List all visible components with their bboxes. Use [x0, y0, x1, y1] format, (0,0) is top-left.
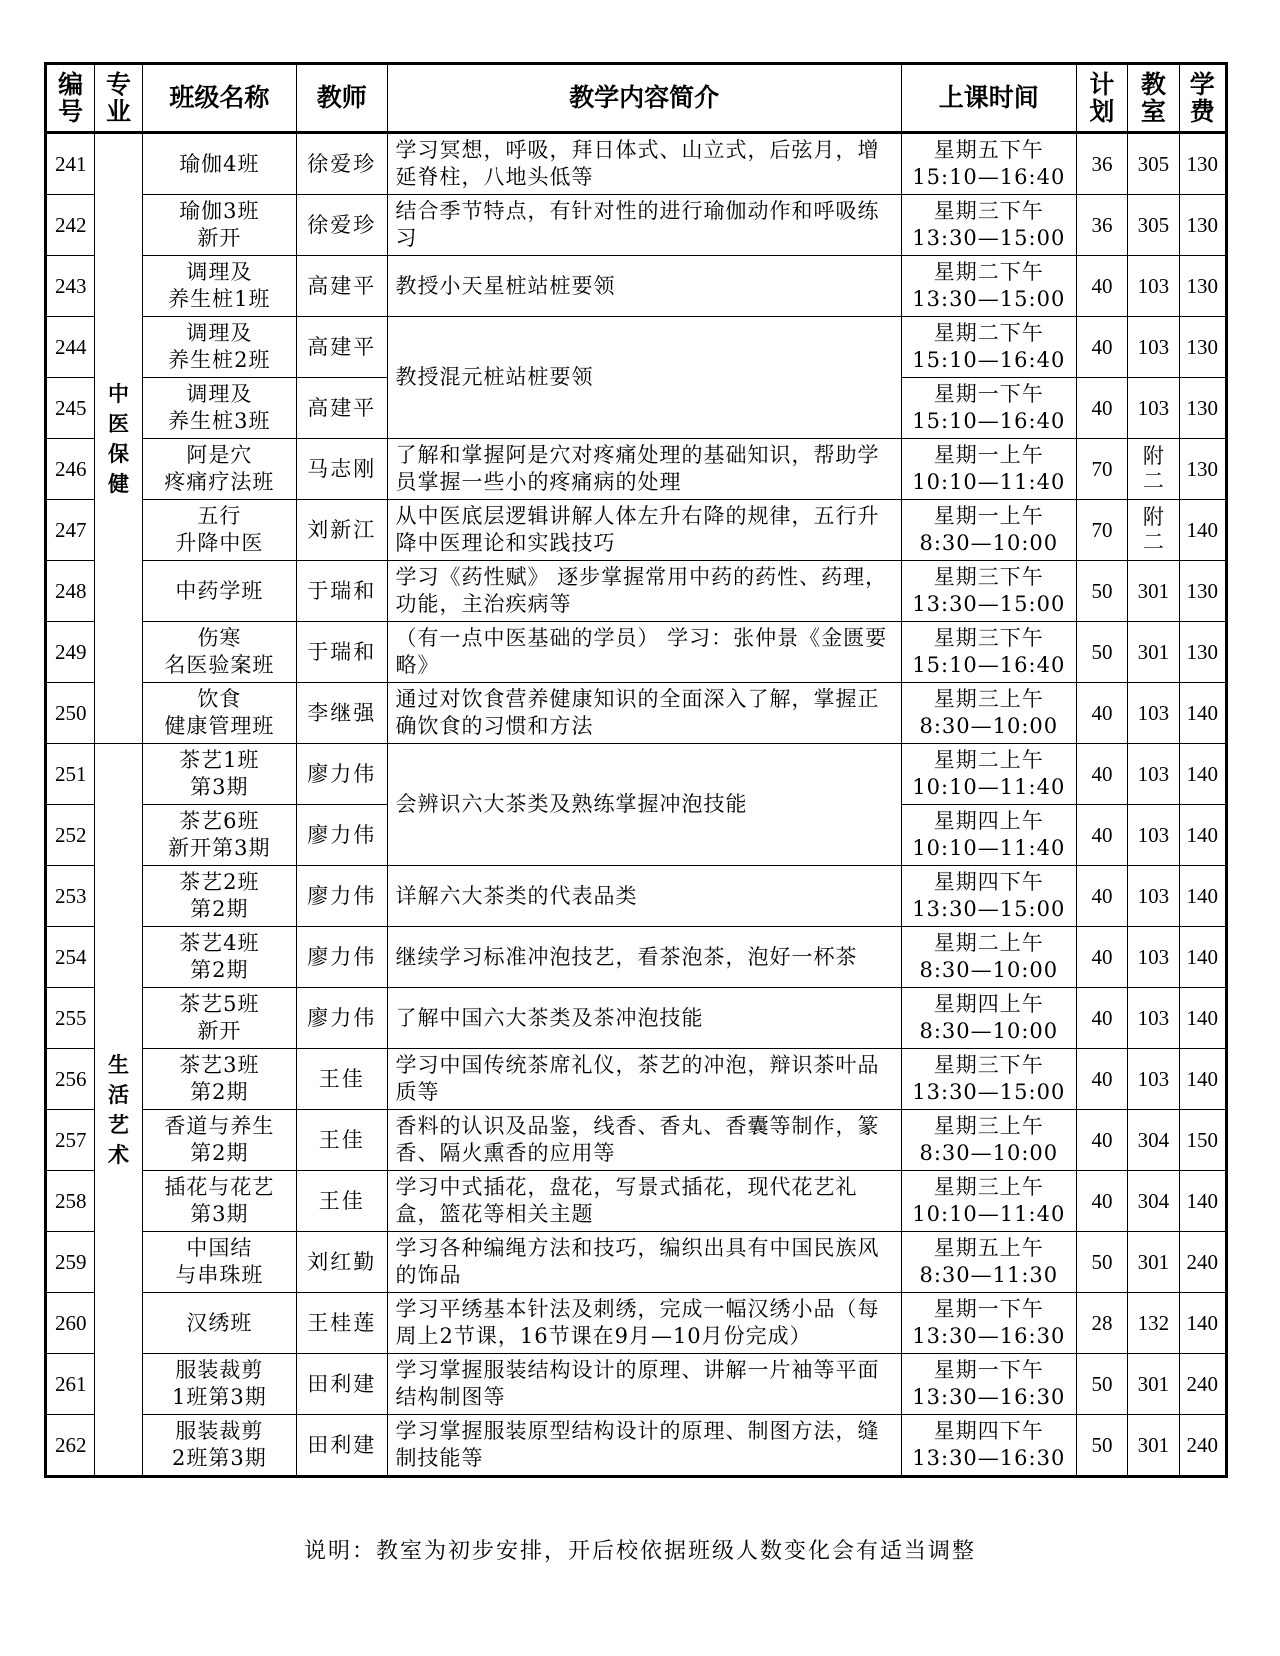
row-id: 255: [46, 988, 95, 1049]
class-name-line2: 养生桩3班: [168, 409, 271, 433]
time-cell: [901, 1232, 1076, 1293]
time-cell: [901, 133, 1076, 195]
table-row: [46, 1232, 1227, 1293]
plan-cell: 40: [1076, 256, 1127, 317]
row-id: 247: [46, 500, 95, 561]
time-day: 星期四上午: [933, 992, 1044, 1016]
teacher-cell: 徐爱珍: [296, 195, 387, 256]
major-cell-tcm: [95, 133, 142, 744]
time-day: 星期三上午: [933, 687, 1044, 711]
class-name-cell: [142, 500, 296, 561]
room-cell: 103: [1128, 1049, 1179, 1110]
teacher-cell: 马志刚: [296, 439, 387, 500]
content-cell: 学习掌握服装结构设计的原理、讲解一片袖等平面结构制图等: [387, 1354, 901, 1415]
row-id: 252: [46, 805, 95, 866]
time-hours: 13:30—15:00: [912, 287, 1066, 311]
content-cell: 学习平绣基本针法及刺绣，完成一幅汉绣小品（每周上2节课，16节课在9月—10月份完成）: [387, 1293, 901, 1354]
table-row: [46, 317, 1227, 378]
time-hours: 15:10—16:40: [912, 165, 1066, 189]
time-cell: [901, 561, 1076, 622]
table-row: [46, 561, 1227, 622]
class-name-cell: [142, 1232, 296, 1293]
room-cell: [1128, 439, 1179, 500]
class-name-line2: 新开: [197, 226, 242, 250]
class-name-cell: [142, 1293, 296, 1354]
table-row: [46, 1415, 1227, 1477]
time-cell: [901, 1049, 1076, 1110]
time-hours: 15:10—16:40: [912, 653, 1066, 677]
time-hours: 15:10—16:40: [912, 348, 1066, 372]
row-id: 249: [46, 622, 95, 683]
plan-cell: 50: [1076, 1415, 1127, 1477]
class-name-line1: 调理及: [186, 382, 253, 406]
class-name-cell: [142, 439, 296, 500]
teacher-cell: 廖力伟: [296, 927, 387, 988]
teacher-cell: 刘新江: [296, 500, 387, 561]
fee-cell: 130: [1179, 133, 1226, 195]
header-class-name: 班级名称: [142, 64, 296, 133]
content-cell: 详解六大茶类的代表品类: [387, 866, 901, 927]
room-cell: 103: [1128, 988, 1179, 1049]
time-hours: 13:30—15:00: [912, 226, 1066, 250]
class-name-cell: [142, 1415, 296, 1477]
major-cell-life: [95, 744, 142, 1477]
class-name-cell: [142, 683, 296, 744]
time-hours: 8:30—10:00: [919, 1019, 1059, 1043]
fee-cell: 140: [1179, 1049, 1226, 1110]
plan-cell: 40: [1076, 744, 1127, 805]
time-cell: [901, 500, 1076, 561]
room-cell: 103: [1128, 866, 1179, 927]
plan-cell: 50: [1076, 622, 1127, 683]
teacher-cell: 田利建: [296, 1415, 387, 1477]
row-id: 244: [46, 317, 95, 378]
time-cell: [901, 439, 1076, 500]
time-hours: 13:30—15:00: [912, 1080, 1066, 1104]
teacher-cell: 徐爱珍: [296, 133, 387, 195]
fee-cell: 140: [1179, 927, 1226, 988]
time-day: 星期一上午: [933, 504, 1044, 528]
time-cell: [901, 1171, 1076, 1232]
teacher-cell: 高建平: [296, 256, 387, 317]
plan-cell: 50: [1076, 561, 1127, 622]
time-day: 星期三上午: [933, 1175, 1044, 1199]
class-name-line2: 2班第3期: [171, 1446, 267, 1470]
table-row: [46, 744, 1227, 805]
time-hours: 13:30—15:00: [912, 897, 1066, 921]
time-day: 星期三下午: [933, 565, 1044, 589]
class-name-line1: 服装裁剪: [175, 1358, 264, 1382]
row-id: 261: [46, 1354, 95, 1415]
room-cell: 305: [1128, 195, 1179, 256]
table-row: [46, 927, 1227, 988]
time-cell: [901, 317, 1076, 378]
time-hours: 13:30—16:30: [912, 1324, 1066, 1348]
plan-cell: 40: [1076, 1049, 1127, 1110]
class-name-cell: [142, 866, 296, 927]
table-row: [46, 988, 1227, 1049]
teacher-cell: 王佳: [296, 1049, 387, 1110]
class-name-line1: 茶艺5班: [179, 992, 260, 1016]
room-cell: [1128, 500, 1179, 561]
class-name-line1: 中国结: [186, 1236, 253, 1260]
row-id: 242: [46, 195, 95, 256]
class-name-line2: 健康管理班: [164, 714, 275, 738]
table-row: [46, 1354, 1227, 1415]
time-hours: 10:10—11:40: [912, 836, 1066, 860]
table-row: [46, 195, 1227, 256]
header-content: 教学内容简介: [387, 64, 901, 133]
fee-cell: 130: [1179, 317, 1226, 378]
plan-cell: 50: [1076, 1232, 1127, 1293]
room-cell: 103: [1128, 256, 1179, 317]
row-id: 253: [46, 866, 95, 927]
content-cell: 教授小天星桩站桩要领: [387, 256, 901, 317]
teacher-cell: 高建平: [296, 378, 387, 439]
teacher-cell: 李继强: [296, 683, 387, 744]
class-name-cell: [142, 1049, 296, 1110]
fee-cell: 140: [1179, 1171, 1226, 1232]
class-name-line2: 名医验案班: [164, 653, 275, 677]
class-name-line2: 与串珠班: [175, 1263, 264, 1287]
class-name-line1: 茶艺6班: [179, 809, 260, 833]
plan-cell: 40: [1076, 805, 1127, 866]
class-name-cell: [142, 1171, 296, 1232]
room-cell: 103: [1128, 317, 1179, 378]
fee-cell: 140: [1179, 683, 1226, 744]
fee-cell: 130: [1179, 256, 1226, 317]
room-cell: 132: [1128, 1293, 1179, 1354]
row-id: 245: [46, 378, 95, 439]
class-name-line2: 第3期: [190, 775, 249, 799]
class-name-cell: [142, 133, 296, 195]
time-cell: [901, 927, 1076, 988]
class-name-cell: [142, 927, 296, 988]
class-name-line2: 升降中医: [175, 531, 264, 555]
time-day: 星期三下午: [933, 199, 1044, 223]
content-cell: 学习掌握服装原型结构设计的原理、制图方法，缝制技能等: [387, 1415, 901, 1477]
class-name-line1: 伤寒: [197, 626, 242, 650]
time-hours: 8:30—10:00: [919, 714, 1059, 738]
row-id: 254: [46, 927, 95, 988]
class-name-line2: 新开第3期: [168, 836, 271, 860]
teacher-cell: 廖力伟: [296, 988, 387, 1049]
plan-cell: 40: [1076, 866, 1127, 927]
content-cell: 教授混元桩站桩要领: [387, 317, 901, 439]
fee-cell: 240: [1179, 1354, 1226, 1415]
row-id: 246: [46, 439, 95, 500]
course-schedule-table: [44, 62, 1228, 1478]
class-name-line2: 第2期: [190, 1080, 249, 1104]
time-cell: [901, 1293, 1076, 1354]
teacher-cell: 王桂莲: [296, 1293, 387, 1354]
class-name-line2: 养生桩1班: [168, 287, 271, 311]
plan-cell: 28: [1076, 1293, 1127, 1354]
time-cell: [901, 744, 1076, 805]
footnote: 说明：教室为初步安排，开后校依据班级人数变化会有适当调整: [303, 1539, 976, 1564]
fee-cell: 130: [1179, 439, 1226, 500]
header-id: 编号: [46, 64, 95, 133]
fee-cell: 130: [1179, 561, 1226, 622]
teacher-cell: 田利建: [296, 1354, 387, 1415]
time-day: 星期一上午: [933, 443, 1044, 467]
content-cell: 从中医底层逻辑讲解人体左升右降的规律，五行升降中医理论和实践技巧: [387, 500, 901, 561]
class-name-line1: 调理及: [186, 260, 253, 284]
class-name-line1: 插花与花艺: [164, 1175, 275, 1199]
time-day: 星期三上午: [933, 1114, 1044, 1138]
content-cell: 继续学习标准冲泡技艺，看茶泡茶，泡好一杯茶: [387, 927, 901, 988]
table-row: [46, 1110, 1227, 1171]
room-cell: 103: [1128, 744, 1179, 805]
class-name-line2: 第2期: [190, 897, 249, 921]
plan-cell: 40: [1076, 1110, 1127, 1171]
class-name-line2: 第3期: [190, 1202, 249, 1226]
class-name-line1: 饮食: [197, 687, 242, 711]
class-name-cell: [142, 1354, 296, 1415]
table-row: [46, 622, 1227, 683]
class-name-cell: [142, 988, 296, 1049]
table-row: [46, 683, 1227, 744]
row-id: 250: [46, 683, 95, 744]
table-row: [46, 866, 1227, 927]
class-name-cell: [142, 1110, 296, 1171]
row-id: 259: [46, 1232, 95, 1293]
class-name-line2: 新开: [197, 1019, 242, 1043]
room-cell: 103: [1128, 927, 1179, 988]
header-time: 上课时间: [901, 64, 1076, 133]
time-hours: 10:10—11:40: [912, 470, 1066, 494]
content-cell: （有一点中医基础的学员） 学习：张仲景《金匮要略》: [387, 622, 901, 683]
row-id: 260: [46, 1293, 95, 1354]
time-day: 星期四下午: [933, 1419, 1044, 1443]
room-label: 附二: [1142, 504, 1164, 554]
class-name-line1: 服装裁剪: [175, 1419, 264, 1443]
room-cell: 301: [1128, 1415, 1179, 1477]
time-day: 星期三下午: [933, 1053, 1044, 1077]
teacher-cell: 高建平: [296, 317, 387, 378]
content-cell: 学习冥想，呼吸，拜日体式、山立式，后弦月，增延脊柱，八地头低等: [387, 133, 901, 195]
class-name-cell: [142, 622, 296, 683]
teacher-cell: 王佳: [296, 1110, 387, 1171]
class-name-line1: 瑜伽4班: [179, 151, 260, 176]
time-cell: [901, 256, 1076, 317]
content-cell: 了解和掌握阿是穴对疼痛处理的基础知识，帮助学员掌握一些小的疼痛病的处理: [387, 439, 901, 500]
row-id: 258: [46, 1171, 95, 1232]
header-plan: 计划: [1076, 64, 1127, 133]
class-name-line1: 茶艺2班: [179, 870, 260, 894]
table-row: [46, 439, 1227, 500]
plan-cell: 40: [1076, 317, 1127, 378]
fee-cell: 130: [1179, 195, 1226, 256]
fee-cell: 130: [1179, 378, 1226, 439]
class-name-line2: 1班第3期: [171, 1385, 267, 1409]
time-hours: 8:30—11:30: [919, 1263, 1059, 1287]
content-cell: 通过对饮食营养健康知识的全面深入了解，掌握正确饮食的习惯和方法: [387, 683, 901, 744]
plan-cell: 40: [1076, 1171, 1127, 1232]
time-day: 星期五上午: [933, 1236, 1044, 1260]
row-id: 241: [46, 133, 95, 195]
class-name-line1: 茶艺3班: [179, 1053, 260, 1077]
header-fee: 学费: [1179, 64, 1226, 133]
class-name-cell: [142, 256, 296, 317]
plan-cell: 40: [1076, 988, 1127, 1049]
table-body: [46, 133, 1227, 1477]
table-row: [46, 256, 1227, 317]
class-name-cell: [142, 317, 296, 378]
teacher-cell: 廖力伟: [296, 805, 387, 866]
plan-cell: 70: [1076, 439, 1127, 500]
content-cell: 学习中国传统茶席礼仪，茶艺的冲泡，辩识茶叶品质等: [387, 1049, 901, 1110]
time-day: 星期二下午: [933, 321, 1044, 345]
time-hours: 10:10—11:40: [912, 775, 1066, 799]
time-cell: [901, 866, 1076, 927]
class-name-line1: 香道与养生: [164, 1114, 275, 1138]
time-day: 星期三下午: [933, 626, 1044, 650]
fee-cell: 240: [1179, 1415, 1226, 1477]
room-cell: 304: [1128, 1110, 1179, 1171]
time-cell: [901, 1415, 1076, 1477]
teacher-cell: 于瑞和: [296, 561, 387, 622]
time-hours: 13:30—16:30: [912, 1385, 1066, 1409]
table-row: [46, 500, 1227, 561]
time-cell: [901, 1110, 1076, 1171]
time-day: 星期一下午: [933, 1297, 1044, 1321]
class-name-line1: 汉绣班: [186, 1310, 253, 1335]
header-teacher: 教师: [296, 64, 387, 133]
time-day: 星期一下午: [933, 1358, 1044, 1382]
row-id: 251: [46, 744, 95, 805]
content-cell: 学习《药性赋》 逐步掌握常用中药的药性、药理，功能，主治疾病等: [387, 561, 901, 622]
room-cell: 103: [1128, 683, 1179, 744]
class-name-line1: 调理及: [186, 321, 253, 345]
time-cell: [901, 195, 1076, 256]
time-hours: 8:30—10:00: [919, 958, 1059, 982]
time-day: 星期二下午: [933, 260, 1044, 284]
fee-cell: 140: [1179, 744, 1226, 805]
content-cell: 会辨识六大茶类及熟练掌握冲泡技能: [387, 744, 901, 866]
content-cell: 了解中国六大茶类及茶冲泡技能: [387, 988, 901, 1049]
fee-cell: 150: [1179, 1110, 1226, 1171]
major-label: 生活艺术: [108, 1051, 130, 1167]
header-room: 教室: [1128, 64, 1179, 133]
room-cell: 301: [1128, 561, 1179, 622]
time-hours: 10:10—11:40: [912, 1202, 1066, 1226]
row-id: 262: [46, 1415, 95, 1477]
time-day: 星期一下午: [933, 382, 1044, 406]
time-day: 星期四上午: [933, 809, 1044, 833]
class-name-line2: 第2期: [190, 1141, 249, 1165]
time-hours: 15:10—16:40: [912, 409, 1066, 433]
fee-cell: 130: [1179, 622, 1226, 683]
time-cell: [901, 805, 1076, 866]
time-cell: [901, 622, 1076, 683]
table-row: [46, 1293, 1227, 1354]
time-day: 星期二上午: [933, 748, 1044, 772]
table-row: [46, 1049, 1227, 1110]
class-name-line1: 五行: [197, 504, 242, 528]
class-name-line2: 第2期: [190, 958, 249, 982]
time-cell: [901, 683, 1076, 744]
content-cell: 结合季节特点，有针对性的进行瑜伽动作和呼吸练习: [387, 195, 901, 256]
row-id: 257: [46, 1110, 95, 1171]
fee-cell: 140: [1179, 866, 1226, 927]
class-name-cell: [142, 805, 296, 866]
table-row: [46, 1171, 1227, 1232]
class-name-cell: [142, 378, 296, 439]
row-id: 256: [46, 1049, 95, 1110]
fee-cell: 140: [1179, 500, 1226, 561]
class-name-cell: [142, 195, 296, 256]
class-name-cell: [142, 561, 296, 622]
fee-cell: 140: [1179, 805, 1226, 866]
plan-cell: 36: [1076, 133, 1127, 195]
time-hours: 13:30—16:30: [912, 1446, 1066, 1470]
plan-cell: 36: [1076, 195, 1127, 256]
teacher-cell: 王佳: [296, 1171, 387, 1232]
class-name-line1: 瑜伽3班: [179, 199, 260, 223]
header-major: 专业: [95, 64, 142, 133]
time-day: 星期二上午: [933, 931, 1044, 955]
time-day: 星期四下午: [933, 870, 1044, 894]
room-label: 附二: [1142, 443, 1164, 493]
header-row: [46, 64, 1227, 133]
room-cell: 304: [1128, 1171, 1179, 1232]
plan-cell: 70: [1076, 500, 1127, 561]
time-hours: 8:30—10:00: [919, 531, 1059, 555]
time-hours: 13:30—15:00: [912, 592, 1066, 616]
class-name-line1: 中药学班: [175, 578, 264, 603]
content-cell: 学习各种编绳方法和技巧，编织出具有中国民族风的饰品: [387, 1232, 901, 1293]
teacher-cell: 廖力伟: [296, 744, 387, 805]
major-label: 中医保健: [108, 380, 130, 496]
fee-cell: 140: [1179, 1293, 1226, 1354]
class-name-line2: 疼痛疗法班: [164, 470, 275, 494]
table-row: [46, 133, 1227, 195]
class-name-line2: 养生桩2班: [168, 348, 271, 372]
class-name-line1: 茶艺1班: [179, 748, 260, 772]
row-id: 243: [46, 256, 95, 317]
class-name-line1: 阿是穴: [186, 443, 253, 467]
teacher-cell: 廖力伟: [296, 866, 387, 927]
room-cell: 301: [1128, 1232, 1179, 1293]
plan-cell: 40: [1076, 378, 1127, 439]
fee-cell: 140: [1179, 988, 1226, 1049]
room-cell: 305: [1128, 133, 1179, 195]
room-cell: 103: [1128, 805, 1179, 866]
content-cell: 学习中式插花，盘花，写景式插花，现代花艺礼盒，篮花等相关主题: [387, 1171, 901, 1232]
row-id: 248: [46, 561, 95, 622]
content-cell: 香料的认识及品鉴，线香、香丸、香囊等制作，篆香、隔火熏香的应用等: [387, 1110, 901, 1171]
plan-cell: 50: [1076, 1354, 1127, 1415]
time-hours: 8:30—10:00: [919, 1141, 1059, 1165]
class-name-line1: 茶艺4班: [179, 931, 260, 955]
teacher-cell: 于瑞和: [296, 622, 387, 683]
room-cell: 301: [1128, 1354, 1179, 1415]
teacher-cell: 刘红勤: [296, 1232, 387, 1293]
class-name-cell: [142, 744, 296, 805]
time-cell: [901, 1354, 1076, 1415]
plan-cell: 40: [1076, 927, 1127, 988]
fee-cell: 240: [1179, 1232, 1226, 1293]
time-day: 星期五下午: [933, 138, 1044, 162]
room-cell: 103: [1128, 378, 1179, 439]
time-cell: [901, 988, 1076, 1049]
time-cell: [901, 378, 1076, 439]
room-cell: 301: [1128, 622, 1179, 683]
plan-cell: 40: [1076, 683, 1127, 744]
